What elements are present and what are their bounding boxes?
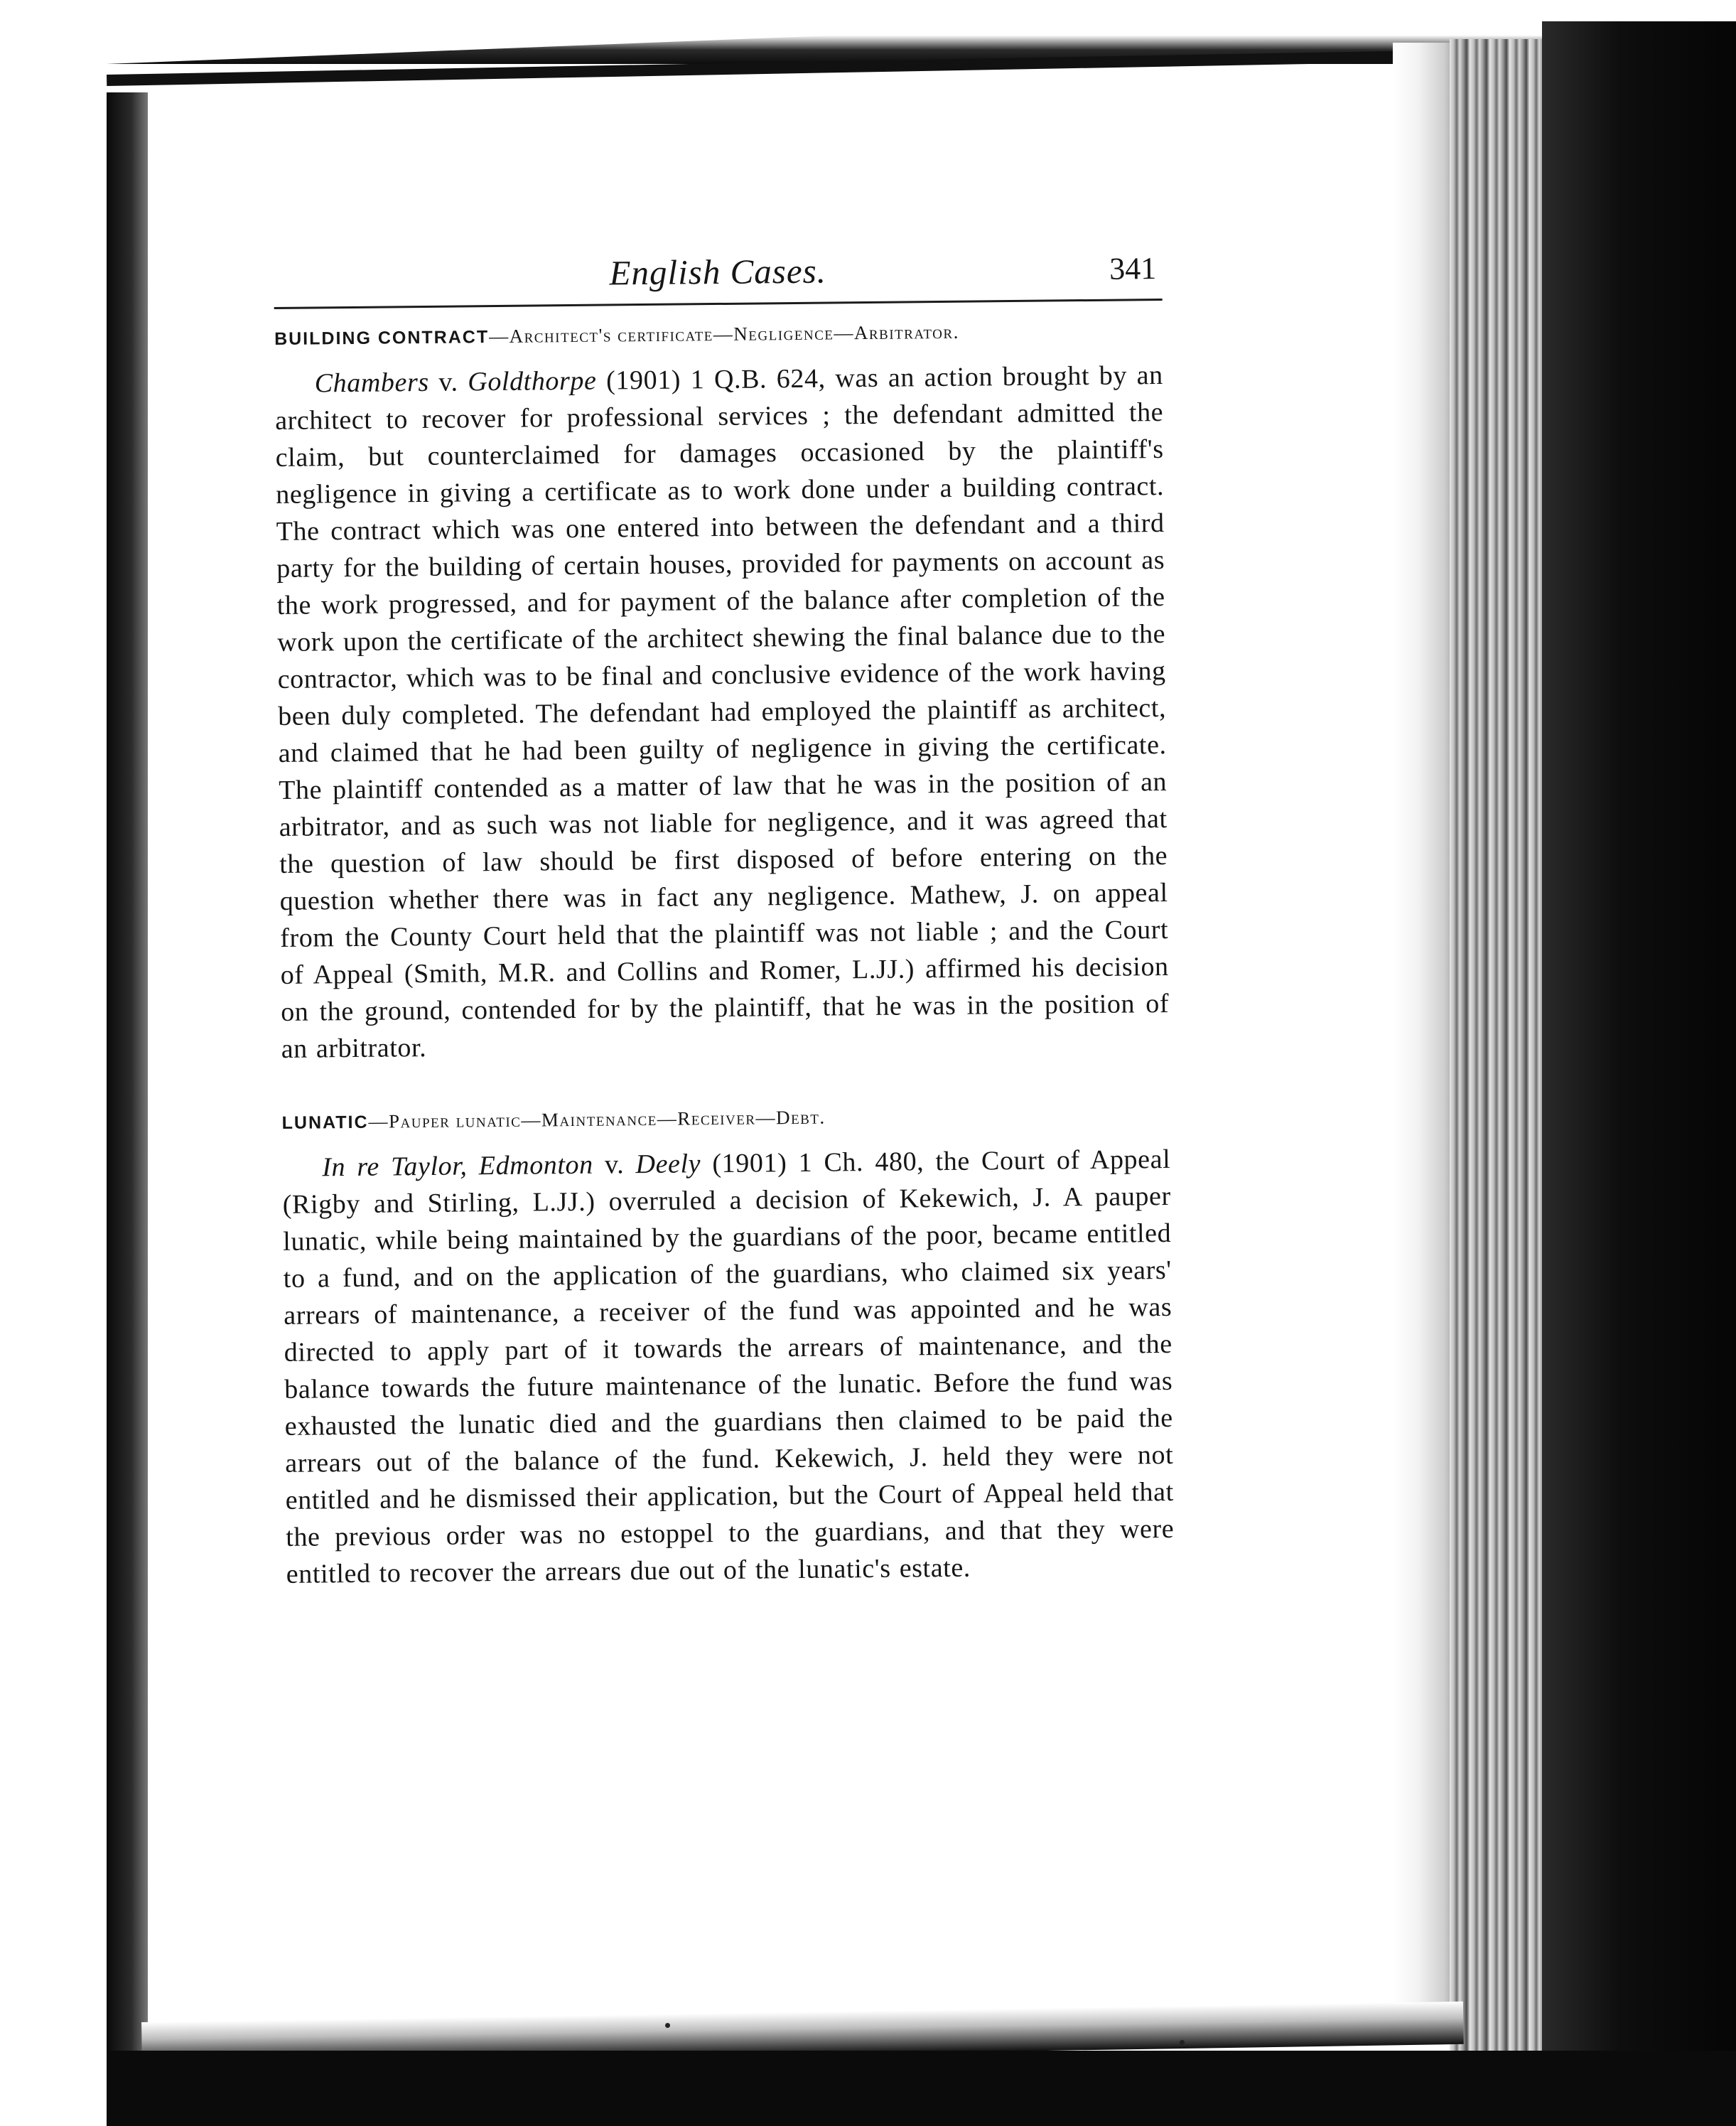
case-text: (1901) 1 Ch. 480, the Court of Appeal (Rigby and Stirling, L.JJ.) overruled a decision of Kekewich, J. A pauper lunatic, while being maintained by the guardians of the poor, became entitled to a fund, and on the application of the guardians, who claimed six years' arrears of maintenance, a receiver of the fund was appointed and he was directed to apply part of it towards the arrears of maintenance, and the balance towards the future maintenance of the lunatic. Before the fund was exhausted the lunatic died and the guardians then claimed to be paid the arrears out of the balance of the fund. Kekewich, J. held they were not entitled and he dismissed their application, but the Court of Appeal held that the previous order was no estoppel to the guardians, and that they were entitled to recover the arrears due out of the lunatic's estate. xyxy=(282,1144,1175,1589)
section-heading-lead: BUILDING CONTRACT xyxy=(274,327,490,349)
case-party-2: Deely xyxy=(635,1149,701,1180)
section-heading-lunatic xyxy=(282,1103,1170,1134)
book-cover-edge xyxy=(1542,21,1736,2083)
case-party-2: Goldthorpe xyxy=(468,365,597,397)
page-fold-shadow xyxy=(1393,43,1457,2033)
scan-left-margin xyxy=(0,92,108,2125)
case-versus: v. xyxy=(428,367,468,397)
running-head xyxy=(274,247,1163,303)
case-party-1: In re Taylor, Edmonton xyxy=(322,1149,593,1183)
stray-ink-dot xyxy=(665,2023,670,2028)
case-versus: v. xyxy=(593,1149,636,1180)
section-heading-subjects: —Pauper lunatic—Maintenance—Receiver—Debt. xyxy=(368,1106,826,1132)
page-number: 341 xyxy=(1109,251,1157,286)
case-text: (1901) 1 Q.B. 624, was an action brought by an architect to recover for professional services ; the defendant admitted the claim, but counterclaimed for damages occasioned by the plaintiff's negligence in giving a certificate as to work done under a building contract. The contract which was one entered into between the defendant and a third party for the building of certain houses, provided for payments on account as the work progressed, and for payment of the balance after completion of the work upon the certificate of the architect shewing the final balance due to the contractor, which was to be final and conclusive evidence of the work having been duly completed. The defendant had employed the plaintiff as architect, and claimed that he had been guilty of negligence in giving the certificate. The plaintiff contended as a matter of law that he was in the position of an arbitrator, and as such was not liable for negligence, and it was agreed that the question of law should be first disposed of before entering on the question whether there was in fact any negligence. Mathew, J. on appeal from the County Court held that the plaintiff was not liable ; and the Court of Appeal (Smith, M.R. and Collins and Romer, L.JJ.) affirmed his decision on the ground, contended for by the plaintiff, that he was in the position of an arbitrator. xyxy=(275,360,1170,1064)
case-paragraph-taylor xyxy=(282,1141,1175,1593)
scan-bottom-shadow xyxy=(107,2051,1736,2126)
book-page xyxy=(274,247,1177,1798)
stray-ink-dot xyxy=(1180,2040,1185,2045)
case-party-1: Chambers xyxy=(314,367,429,399)
section-heading-subjects: —Architect's certificate—Negligence—Arbitrator. xyxy=(488,321,960,348)
book-spine-shadow xyxy=(107,92,148,2125)
section-heading-lead: LUNATIC xyxy=(281,1112,369,1133)
section-heading-building-contract xyxy=(274,319,1163,350)
running-title: English Cases. xyxy=(609,251,827,293)
case-paragraph-chambers xyxy=(274,357,1169,1068)
